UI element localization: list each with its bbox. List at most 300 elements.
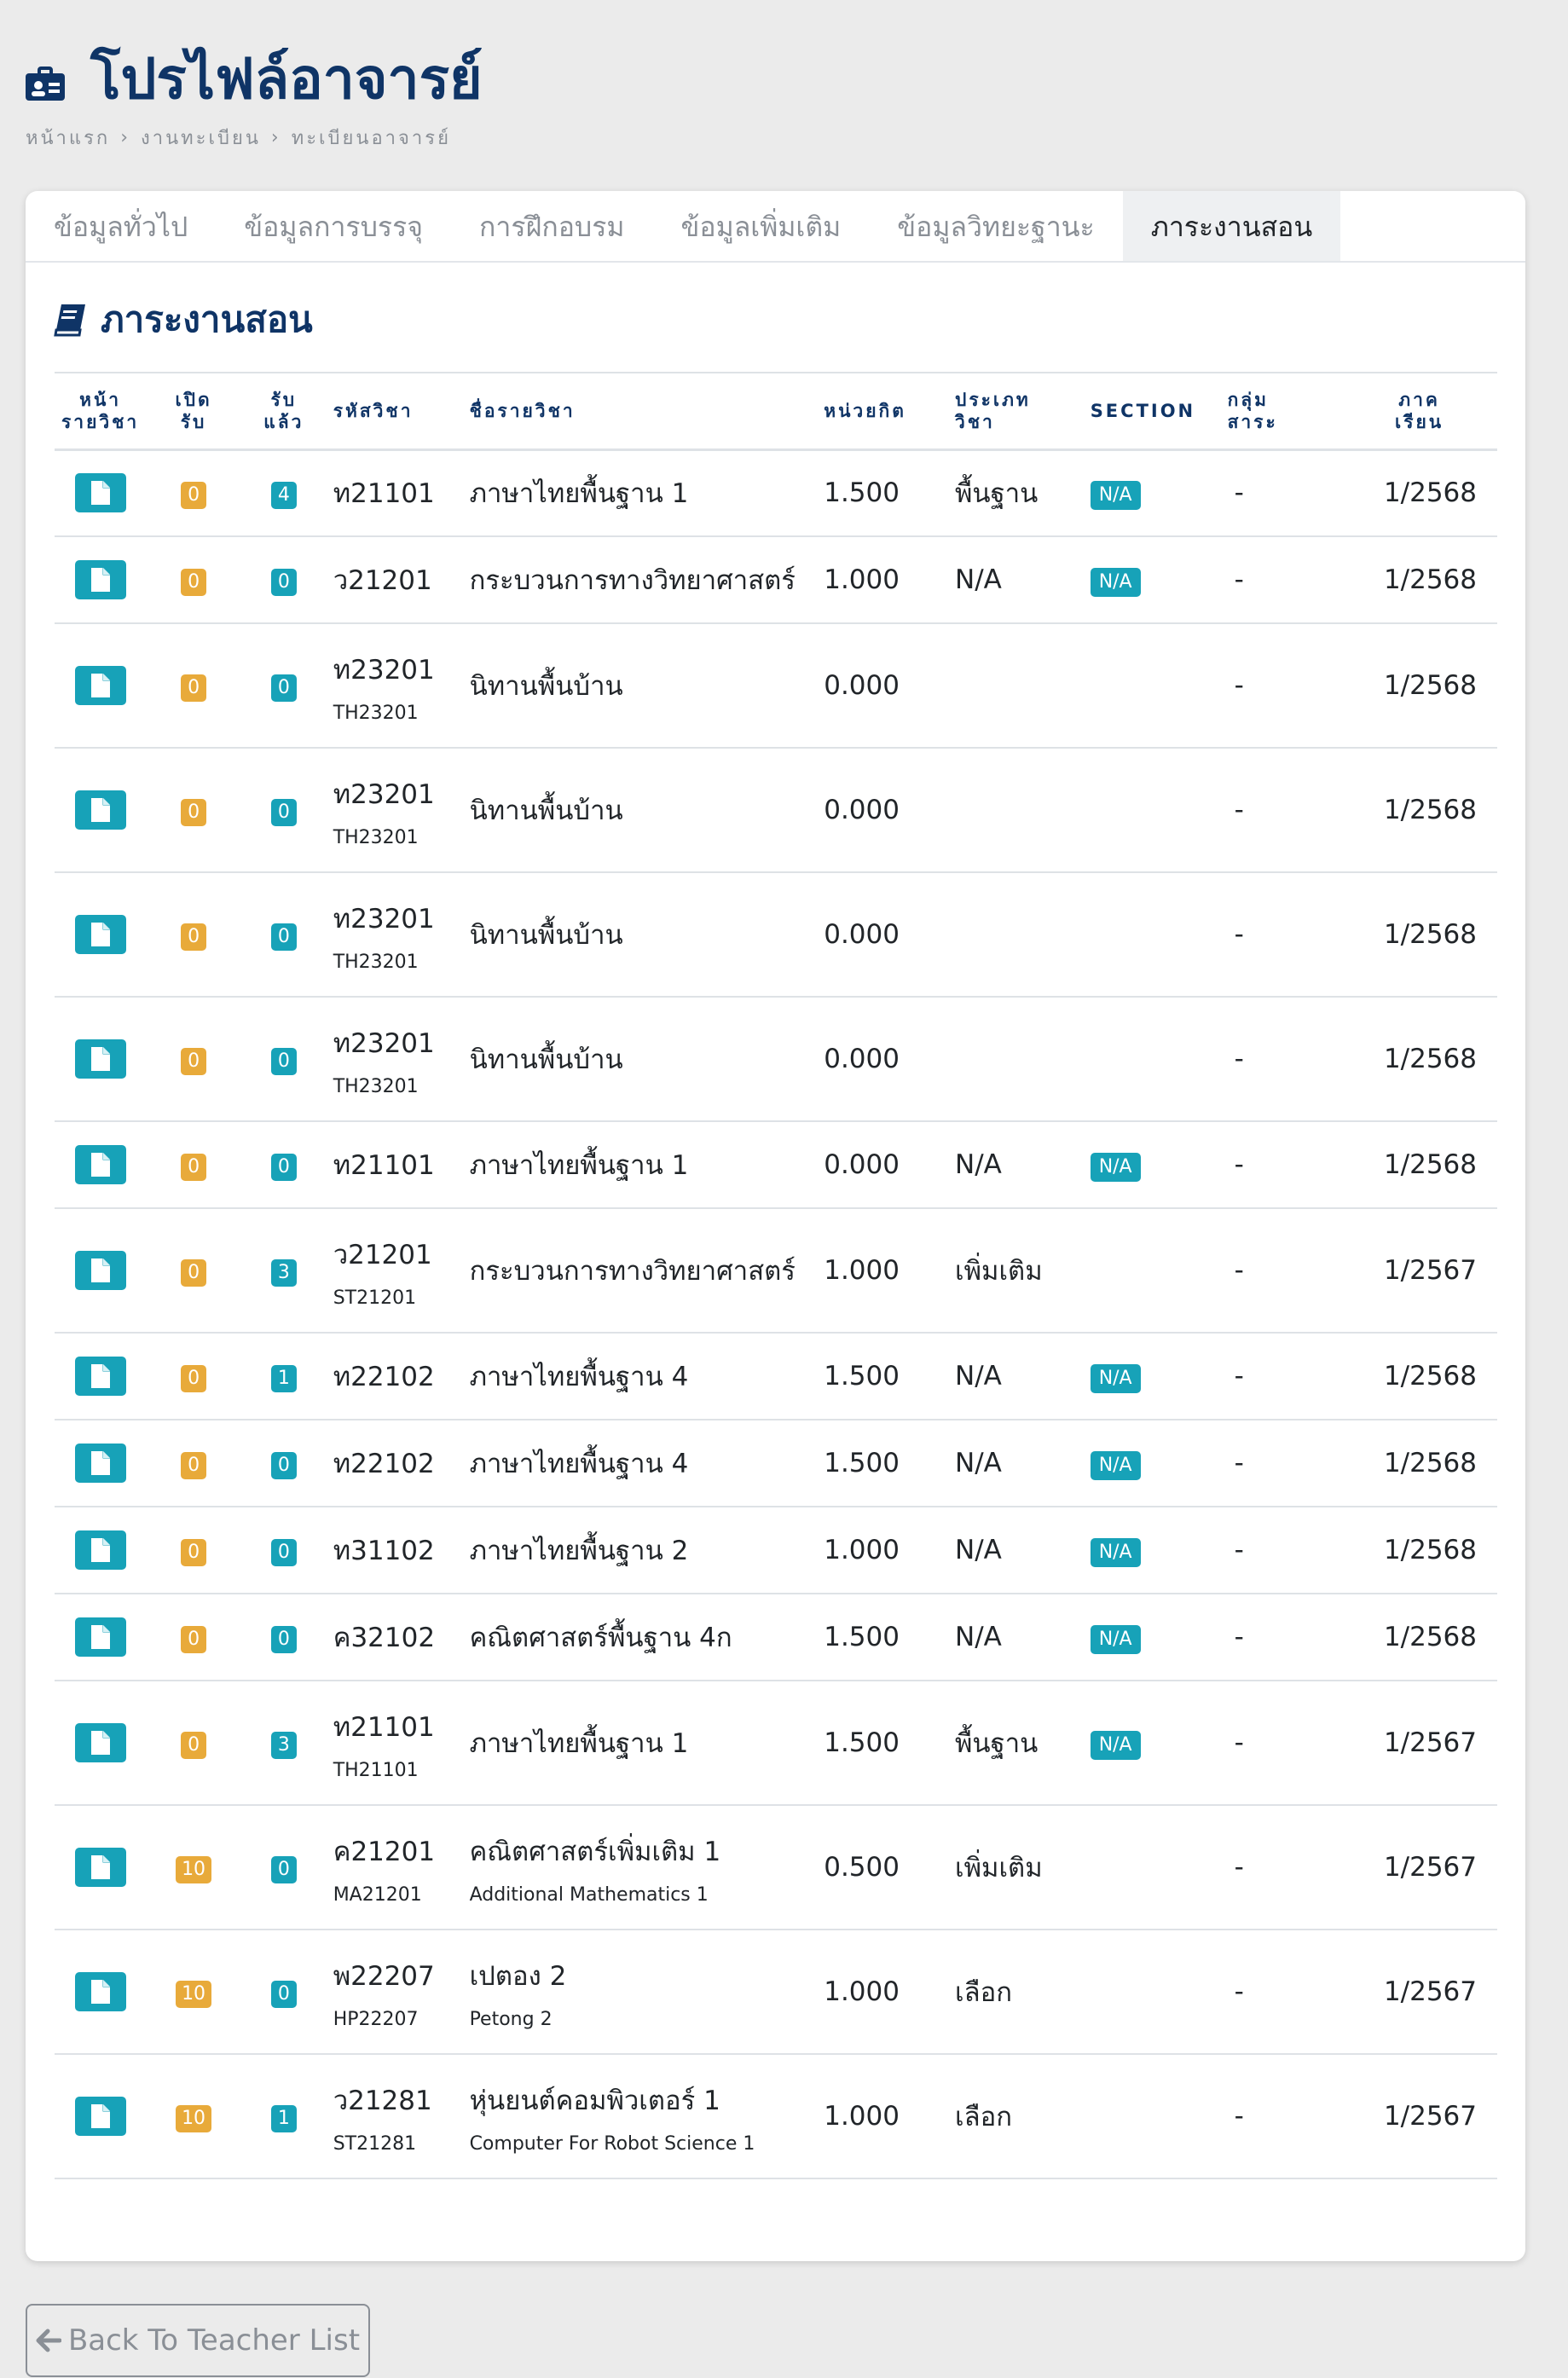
term-cell: 1/2568 <box>1341 1333 1497 1420</box>
taken-count-badge: 0 <box>271 1048 297 1075</box>
code-cell <box>327 1594 463 1681</box>
chevron-right-icon: › <box>120 127 131 148</box>
course-page-button[interactable] <box>75 1039 126 1079</box>
group-cell: - <box>1221 1805 1342 1930</box>
header-term: ภาค เรียน <box>1341 373 1497 449</box>
teaching-load-table <box>55 372 1497 2179</box>
course-page-button[interactable] <box>75 666 126 705</box>
file-icon <box>91 1538 110 1562</box>
section-badge: N/A <box>1091 1625 1141 1654</box>
term-cell: 1/2568 <box>1341 1507 1497 1594</box>
file-icon <box>91 1153 110 1177</box>
header-code: รหัสวิชา <box>327 373 463 449</box>
course-page-button[interactable] <box>75 560 126 599</box>
code-cell <box>327 1805 463 1930</box>
tab-training[interactable]: การฝึกอบรม <box>479 211 625 243</box>
open-cell <box>146 623 241 748</box>
course-name: เปตอง 2 <box>469 1960 567 1992</box>
open-cell <box>146 449 241 536</box>
page-cell <box>55 997 146 1121</box>
page-cell <box>55 1681 146 1805</box>
name-cell <box>463 1333 818 1420</box>
type-cell: N/A <box>948 1420 1084 1507</box>
credit-cell: 1.000 <box>817 2054 948 2178</box>
open-cell <box>146 1507 241 1594</box>
code-cell <box>327 1333 463 1420</box>
section-cell <box>1084 1681 1221 1805</box>
table-row <box>55 1805 1497 1930</box>
type-cell: N/A <box>948 1121 1084 1208</box>
course-code: ท21101 <box>333 1711 435 1743</box>
type-cell: N/A <box>948 1333 1084 1420</box>
section-badge: N/A <box>1091 1153 1141 1182</box>
open-count-badge: 10 <box>176 2105 211 2132</box>
taken-count-badge: 0 <box>271 1981 297 2008</box>
back-to-teacher-list-button[interactable] <box>26 2304 370 2377</box>
taken-cell <box>241 1333 327 1420</box>
credit-cell: 0.000 <box>817 623 948 748</box>
taken-count-badge: 1 <box>271 2105 297 2132</box>
course-name: กระบวนการทางวิทยาศาสตร์ <box>469 1256 796 1287</box>
course-name: นิทานพื้นบ้าน <box>469 671 623 702</box>
open-count-badge: 0 <box>181 569 206 596</box>
group-cell: - <box>1221 872 1342 997</box>
page-cell <box>55 1420 146 1507</box>
name-cell <box>463 1594 818 1681</box>
course-page-button[interactable] <box>75 1723 126 1762</box>
open-count-badge: 0 <box>181 1732 206 1759</box>
course-code-en: TH23201 <box>333 1075 419 1097</box>
course-page-button[interactable] <box>75 1617 126 1657</box>
header-name: ชื่อรายวิชา <box>463 373 818 449</box>
taken-count-badge: 3 <box>271 1259 297 1287</box>
course-code-en: MA21201 <box>333 1883 422 1906</box>
credit-cell: 0.000 <box>817 997 948 1121</box>
page-cell <box>55 1805 146 1930</box>
header-type: ประเภท วิชา <box>948 373 1084 449</box>
name-cell <box>463 1420 818 1507</box>
header-section: SECTION <box>1084 373 1221 449</box>
term-cell: 1/2568 <box>1341 449 1497 536</box>
table-row <box>55 1121 1497 1208</box>
group-cell: - <box>1221 1930 1342 2054</box>
credit-cell: 0.500 <box>817 1805 948 1930</box>
open-count-badge: 10 <box>176 1856 211 1883</box>
table-row <box>55 1208 1497 1333</box>
course-code: ท23201 <box>333 1027 435 1059</box>
credit-cell: 1.500 <box>817 1420 948 1507</box>
open-cell <box>146 1420 241 1507</box>
table-row <box>55 872 1497 997</box>
breadcrumb-registration[interactable]: งานทะเบียน <box>141 128 261 149</box>
course-page-button[interactable] <box>75 1357 126 1396</box>
code-cell <box>327 1420 463 1507</box>
course-page-button[interactable] <box>75 2097 126 2136</box>
section-badge: N/A <box>1091 481 1141 510</box>
taken-count-badge: 4 <box>271 482 297 509</box>
credit-cell: 1.000 <box>817 1507 948 1594</box>
course-code: ค32102 <box>333 1623 436 1653</box>
type-cell <box>948 748 1084 872</box>
term-cell: 1/2568 <box>1341 872 1497 997</box>
open-cell <box>146 872 241 997</box>
course-page-button[interactable] <box>75 1848 126 1887</box>
section-cell <box>1084 997 1221 1121</box>
term-cell: 1/2568 <box>1341 1121 1497 1208</box>
group-cell: - <box>1221 449 1342 536</box>
course-code: ท23201 <box>333 778 435 810</box>
taken-cell <box>241 748 327 872</box>
course-page-button[interactable] <box>75 1251 126 1290</box>
code-cell <box>327 1208 463 1333</box>
page-cell <box>55 536 146 623</box>
open-count-badge: 0 <box>181 1048 206 1075</box>
course-page-button[interactable] <box>75 915 126 954</box>
table-row <box>55 1594 1497 1681</box>
type-cell: เพิ่มเติม <box>948 1805 1084 1930</box>
type-cell: พื้นฐาน <box>948 449 1084 536</box>
type-cell: N/A <box>948 536 1084 623</box>
taken-cell <box>241 1420 327 1507</box>
course-code-en: ST21201 <box>333 1287 417 1309</box>
section-cell <box>1084 1208 1221 1333</box>
group-cell: - <box>1221 1121 1342 1208</box>
taken-count-badge: 0 <box>271 1539 297 1566</box>
taken-count-badge: 0 <box>271 1856 297 1883</box>
group-cell: - <box>1221 1208 1342 1333</box>
code-cell <box>327 2054 463 2178</box>
section-cell <box>1084 449 1221 536</box>
taken-cell <box>241 1681 327 1805</box>
profile-card <box>26 191 1525 2261</box>
page-title <box>26 41 483 118</box>
course-page-button[interactable] <box>75 1530 126 1570</box>
tab-appointment-info[interactable]: ข้อมูลการบรรจุ <box>244 211 424 243</box>
header-open: เปิด รับ <box>146 373 241 449</box>
open-count-badge: 0 <box>181 1452 206 1479</box>
course-page-button[interactable] <box>75 790 126 830</box>
open-cell <box>146 1333 241 1420</box>
group-cell: - <box>1221 1681 1342 1805</box>
tab-bar <box>26 191 1525 263</box>
table-row <box>55 1333 1497 1420</box>
taken-cell <box>241 872 327 997</box>
taken-cell <box>241 1594 327 1681</box>
term-cell: 1/2568 <box>1341 1420 1497 1507</box>
course-name-en: Computer For Robot Science 1 <box>469 2132 755 2155</box>
section-badge: N/A <box>1091 1538 1141 1567</box>
group-cell: - <box>1221 1420 1342 1507</box>
page-title-text: โปรไฟล์อาจารย์ <box>90 46 483 112</box>
taken-cell <box>241 2054 327 2178</box>
credit-cell: 0.000 <box>817 748 948 872</box>
credit-cell: 1.500 <box>817 1333 948 1420</box>
open-count-badge: 0 <box>181 799 206 826</box>
section-cell <box>1084 1594 1221 1681</box>
course-code: ท21101 <box>333 1150 435 1181</box>
code-cell <box>327 872 463 997</box>
file-icon <box>91 674 110 697</box>
course-name: ภาษาไทยพื้นฐาน 1 <box>469 1150 689 1181</box>
term-cell: 1/2567 <box>1341 1208 1497 1333</box>
tab-general-info[interactable]: ข้อมูลทั่วไป <box>54 211 188 243</box>
course-name: ภาษาไทยพื้นฐาน 2 <box>469 1536 689 1566</box>
course-code: ท23201 <box>333 654 435 686</box>
course-name: ภาษาไทยพื้นฐาน 1 <box>469 1728 689 1759</box>
taken-cell <box>241 997 327 1121</box>
section-badge: N/A <box>1091 1731 1141 1760</box>
file-icon <box>91 1980 110 2004</box>
code-cell <box>327 997 463 1121</box>
course-page-button[interactable] <box>75 1444 126 1483</box>
page-cell <box>55 748 146 872</box>
file-icon <box>91 1451 110 1475</box>
section-badge: N/A <box>1091 1364 1141 1393</box>
table-row <box>55 623 1497 748</box>
taken-cell <box>241 1805 327 1930</box>
open-count-badge: 10 <box>176 1981 211 2008</box>
open-cell <box>146 2054 241 2178</box>
file-icon <box>91 798 110 822</box>
section-cell <box>1084 1333 1221 1420</box>
file-icon <box>91 1047 110 1071</box>
course-name: ภาษาไทยพื้นฐาน 4 <box>469 1449 689 1479</box>
taken-cell <box>241 449 327 536</box>
section-title-text: ภาระงานสอน <box>101 298 313 340</box>
course-code-en: HP22207 <box>333 2008 419 2030</box>
taken-count-badge: 3 <box>271 1732 297 1759</box>
open-cell <box>146 1208 241 1333</box>
type-cell <box>948 997 1084 1121</box>
taken-count-badge: 0 <box>271 1626 297 1653</box>
credit-cell: 1.000 <box>817 536 948 623</box>
name-cell <box>463 449 818 536</box>
credit-cell: 1.500 <box>817 449 948 536</box>
taken-cell <box>241 1507 327 1594</box>
open-count-badge: 0 <box>181 1154 206 1181</box>
type-cell: เพิ่มเติม <box>948 1208 1084 1333</box>
table-header-row <box>55 373 1497 449</box>
term-cell: 1/2568 <box>1341 1594 1497 1681</box>
name-cell <box>463 2054 818 2178</box>
file-icon <box>91 481 110 505</box>
arrow-left-icon <box>36 2328 61 2353</box>
group-cell: - <box>1221 623 1342 748</box>
type-cell: เลือก <box>948 1930 1084 2054</box>
section-cell <box>1084 872 1221 997</box>
header-credit: หน่วยกิต <box>817 373 948 449</box>
tab-academic-standing[interactable]: ข้อมูลวิทยะฐานะ <box>897 211 1095 243</box>
page-cell <box>55 1208 146 1333</box>
course-page-button[interactable] <box>75 1145 126 1184</box>
course-code: ค21201 <box>333 1836 436 1867</box>
section-cell <box>1084 748 1221 872</box>
page-cell <box>55 1121 146 1208</box>
breadcrumb-home[interactable]: หน้าแรก <box>26 128 111 149</box>
table-row <box>55 1507 1497 1594</box>
open-cell <box>146 536 241 623</box>
course-name-en: Petong 2 <box>469 2008 553 2030</box>
page-cell <box>55 623 146 748</box>
group-cell: - <box>1221 1333 1342 1420</box>
course-name: นิทานพื้นบ้าน <box>469 920 623 951</box>
open-cell <box>146 997 241 1121</box>
course-name: นิทานพื้นบ้าน <box>469 1044 623 1075</box>
section-badge: N/A <box>1091 568 1141 597</box>
file-icon <box>91 1625 110 1649</box>
open-count-badge: 0 <box>181 1539 206 1566</box>
table-row <box>55 449 1497 536</box>
name-cell <box>463 997 818 1121</box>
course-code-en: ST21281 <box>333 2132 417 2155</box>
name-cell <box>463 1805 818 1930</box>
table-row <box>55 748 1497 872</box>
term-cell: 1/2568 <box>1341 997 1497 1121</box>
section-cell <box>1084 1805 1221 1930</box>
open-cell <box>146 1121 241 1208</box>
type-cell: N/A <box>948 1594 1084 1681</box>
name-cell <box>463 1208 818 1333</box>
course-code: ท21101 <box>333 478 435 510</box>
open-cell <box>146 1805 241 1930</box>
course-name-en: Additional Mathematics 1 <box>469 1883 709 1906</box>
course-code: ว21281 <box>333 2085 432 2116</box>
section-cell <box>1084 1507 1221 1594</box>
taken-count-badge: 0 <box>271 1154 297 1181</box>
table-row <box>55 1930 1497 2054</box>
course-code-en: TH23201 <box>333 826 419 848</box>
group-cell: - <box>1221 748 1342 872</box>
open-count-badge: 0 <box>181 1365 206 1392</box>
code-cell <box>327 1930 463 2054</box>
open-count-badge: 0 <box>181 923 206 951</box>
file-icon <box>91 923 110 946</box>
breadcrumb-teacher-registry: ทะเบียนอาจารย์ <box>291 128 451 149</box>
taken-count-badge: 0 <box>271 1452 297 1479</box>
page-cell <box>55 1930 146 2054</box>
course-code: ท31102 <box>333 1536 435 1566</box>
file-icon <box>91 1731 110 1755</box>
page-cell <box>55 1333 146 1420</box>
header-page: หน้า รายวิชา <box>55 373 146 449</box>
taken-cell <box>241 1930 327 2054</box>
table-row <box>55 997 1497 1121</box>
course-name: คณิตศาสตร์พื้นฐาน 4ก <box>469 1623 732 1653</box>
taken-cell <box>241 1208 327 1333</box>
course-code: ว21201 <box>333 1239 432 1270</box>
course-page-button[interactable] <box>75 473 126 512</box>
file-icon <box>91 568 110 592</box>
taken-count-badge: 0 <box>271 674 297 702</box>
name-cell <box>463 623 818 748</box>
course-code: พ22207 <box>333 1960 435 1992</box>
term-cell: 1/2567 <box>1341 1805 1497 1930</box>
name-cell <box>463 1507 818 1594</box>
code-cell <box>327 623 463 748</box>
credit-cell: 0.000 <box>817 1121 948 1208</box>
course-name: นิทานพื้นบ้าน <box>469 796 623 826</box>
credit-cell: 1.500 <box>817 1681 948 1805</box>
tab-teaching-load[interactable]: ภาระงานสอน <box>1123 191 1341 261</box>
course-code: ท23201 <box>333 903 435 934</box>
taken-cell <box>241 536 327 623</box>
section-badge: N/A <box>1091 1451 1141 1480</box>
group-cell: - <box>1221 536 1342 623</box>
tab-additional-info[interactable]: ข้อมูลเพิ่มเติม <box>680 211 842 243</box>
page-cell <box>55 1594 146 1681</box>
section-cell <box>1084 1121 1221 1208</box>
open-count-badge: 0 <box>181 1626 206 1653</box>
open-count-badge: 0 <box>181 482 206 509</box>
file-icon <box>91 1855 110 1879</box>
credit-cell: 1.000 <box>817 1208 948 1333</box>
term-cell: 1/2567 <box>1341 1681 1497 1805</box>
file-icon <box>91 1258 110 1282</box>
name-cell <box>463 872 818 997</box>
term-cell: 1/2568 <box>1341 623 1497 748</box>
taken-count-badge: 0 <box>271 799 297 826</box>
page-cell <box>55 872 146 997</box>
name-cell <box>463 748 818 872</box>
taken-count-badge: 0 <box>271 923 297 951</box>
taken-cell <box>241 623 327 748</box>
open-count-badge: 0 <box>181 1259 206 1287</box>
course-code-en: TH23201 <box>333 951 419 973</box>
course-name: ภาษาไทยพื้นฐาน 1 <box>469 478 689 510</box>
open-cell <box>146 1594 241 1681</box>
type-cell: พื้นฐาน <box>948 1681 1084 1805</box>
course-name: หุ่นยนต์คอมพิวเตอร์ 1 <box>469 2085 720 2116</box>
taken-cell <box>241 1121 327 1208</box>
course-code-en: TH21101 <box>333 1759 419 1781</box>
code-cell <box>327 536 463 623</box>
name-cell <box>463 1930 818 2054</box>
name-cell <box>463 536 818 623</box>
code-cell <box>327 1121 463 1208</box>
section-cell <box>1084 1420 1221 1507</box>
open-cell <box>146 748 241 872</box>
file-icon <box>91 1364 110 1388</box>
table-row <box>55 1420 1497 1507</box>
code-cell <box>327 1507 463 1594</box>
header-taken: รับ แล้ว <box>241 373 327 449</box>
type-cell <box>948 623 1084 748</box>
term-cell: 1/2567 <box>1341 2054 1497 2178</box>
group-cell: - <box>1221 1507 1342 1594</box>
section-cell <box>1084 536 1221 623</box>
term-cell: 1/2568 <box>1341 536 1497 623</box>
page-header <box>26 41 483 153</box>
open-count-badge: 0 <box>181 674 206 702</box>
file-icon <box>91 2104 110 2128</box>
type-cell: N/A <box>948 1507 1084 1594</box>
table-row <box>55 1681 1497 1805</box>
code-cell <box>327 748 463 872</box>
book-icon <box>53 303 87 337</box>
course-page-button[interactable] <box>75 1972 126 2011</box>
course-code: ท22102 <box>333 1449 435 1479</box>
section-cell <box>1084 1930 1221 2054</box>
type-cell: เลือก <box>948 2054 1084 2178</box>
group-cell: - <box>1221 997 1342 1121</box>
section-title <box>53 292 313 348</box>
course-code: ว21201 <box>333 565 432 596</box>
group-cell: - <box>1221 1594 1342 1681</box>
taken-count-badge: 0 <box>271 569 297 596</box>
open-cell <box>146 1681 241 1805</box>
credit-cell: 1.000 <box>817 1930 948 2054</box>
header-group: กลุ่ม สาระ <box>1221 373 1342 449</box>
